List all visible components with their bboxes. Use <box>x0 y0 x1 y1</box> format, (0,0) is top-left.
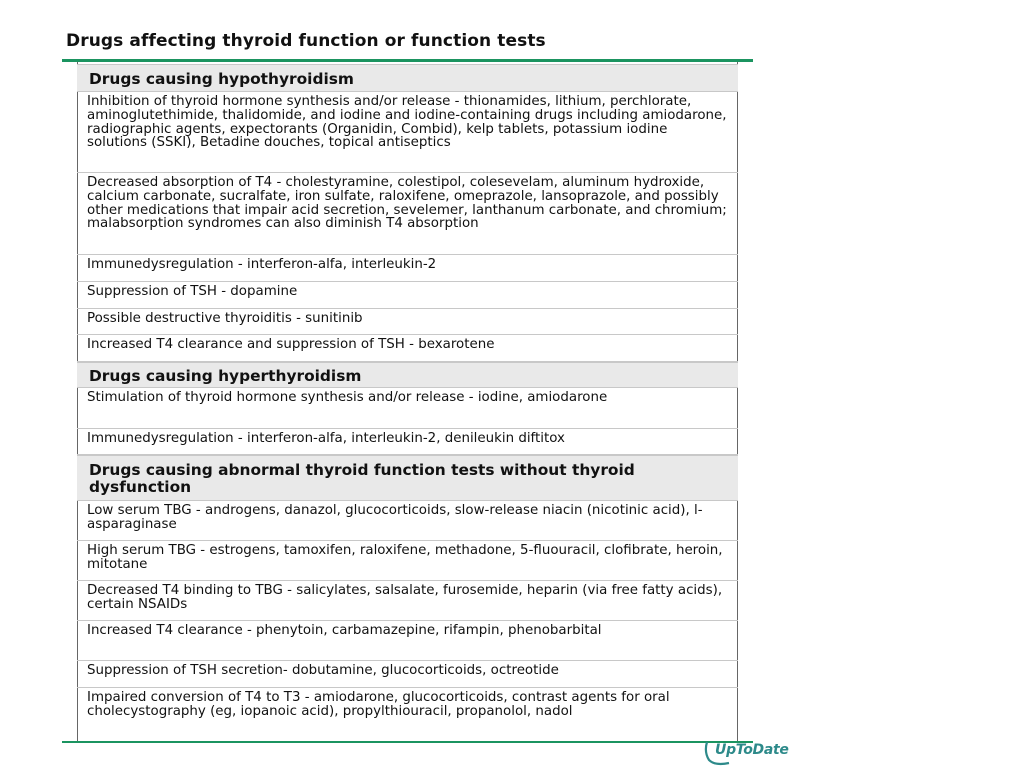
row-text: Decreased T4 binding to TBG - salicylates, salsalate, furosemide, heparin (via free fatty acids), certain NSAIDs <box>87 583 723 612</box>
section-header-hypothyroidism <box>77 64 738 92</box>
table-row <box>77 335 738 362</box>
section-heading: Drugs causing abnormal thyroid function tests without thyroid dysfunction <box>89 461 635 496</box>
row-text: Immunedysregulation - interferon-alfa, interleukin-2 <box>87 257 437 272</box>
row-text: Increased T4 clearance - phenytoin, carbamazepine, rifampin, phenobarbital <box>87 623 602 638</box>
row-text: Inhibition of thyroid hormone synthesis and/or release - thionamides, lithium, perchlorate, aminoglutethimide, thalidomide, and iodine and iodine-containing drugs including amiodarone, radiographic agents, expectorants (Organidin, Combid), kelp tablets, potassium iodine solutions (SSKI), Betadine douches, topical antiseptics <box>87 94 727 151</box>
section-header-abnormal-tests <box>77 455 738 501</box>
section-heading: Drugs causing hypothyroidism <box>89 70 354 88</box>
bottom-divider <box>62 741 753 743</box>
table-row <box>77 621 738 661</box>
row-text: Low serum TBG - androgens, danazol, glucocorticoids, slow-release niacin (nicotinic acid), l-asparaginase <box>87 503 703 532</box>
row-text: Immunedysregulation - interferon-alfa, interleukin-2, denileukin diftitox <box>87 431 565 446</box>
row-text: Increased T4 clearance and suppression of TSH - bexarotene <box>87 337 495 352</box>
row-text: Suppression of TSH secretion- dobutamine, glucocorticoids, octreotide <box>87 663 559 678</box>
table-row <box>77 581 738 621</box>
section-header-hyperthyroidism <box>77 362 738 388</box>
table-row <box>77 688 738 741</box>
table-row <box>77 282 738 309</box>
table-row <box>77 92 738 173</box>
table-row <box>77 388 738 429</box>
table-row <box>77 501 738 541</box>
table-row <box>77 429 738 455</box>
table-row <box>77 661 738 688</box>
table-row <box>77 173 738 255</box>
table-row <box>77 255 738 282</box>
uptodate-logo-text: UpToDate <box>715 742 789 758</box>
page-title: Drugs affecting thyroid function or function tests <box>66 31 546 51</box>
row-text: Impaired conversion of T4 to T3 - amiodarone, glucocorticoids, contrast agents for oral cholecystography (eg, iopanoic acid), propylthiouracil, propanolol, nadol <box>87 690 670 719</box>
table-row <box>77 309 738 335</box>
row-text: Stimulation of thyroid hormone synthesis and/or release - iodine, amiodarone <box>87 390 608 405</box>
row-text: Decreased absorption of T4 - cholestyramine, colestipol, colesevelam, aluminum hydroxide, calcium carbonate, sucralfate, iron sulfate, raloxifene, omeprazole, lansoprazole, and possibly other medications that impair acid secretion, sevelemer, lanthanum carbonate, and chromium; malabsorption syndromes can also diminish T4 absorption <box>87 175 727 232</box>
table-row <box>77 541 738 581</box>
row-text: Possible destructive thyroiditis - sunitinib <box>87 311 363 326</box>
row-text: Suppression of TSH - dopamine <box>87 284 298 299</box>
row-text: High serum TBG - estrogens, tamoxifen, raloxifene, methadone, 5-fluouracil, clofibrate, heroin, mitotane <box>87 543 723 572</box>
section-heading: Drugs causing hyperthyroidism <box>89 367 362 385</box>
